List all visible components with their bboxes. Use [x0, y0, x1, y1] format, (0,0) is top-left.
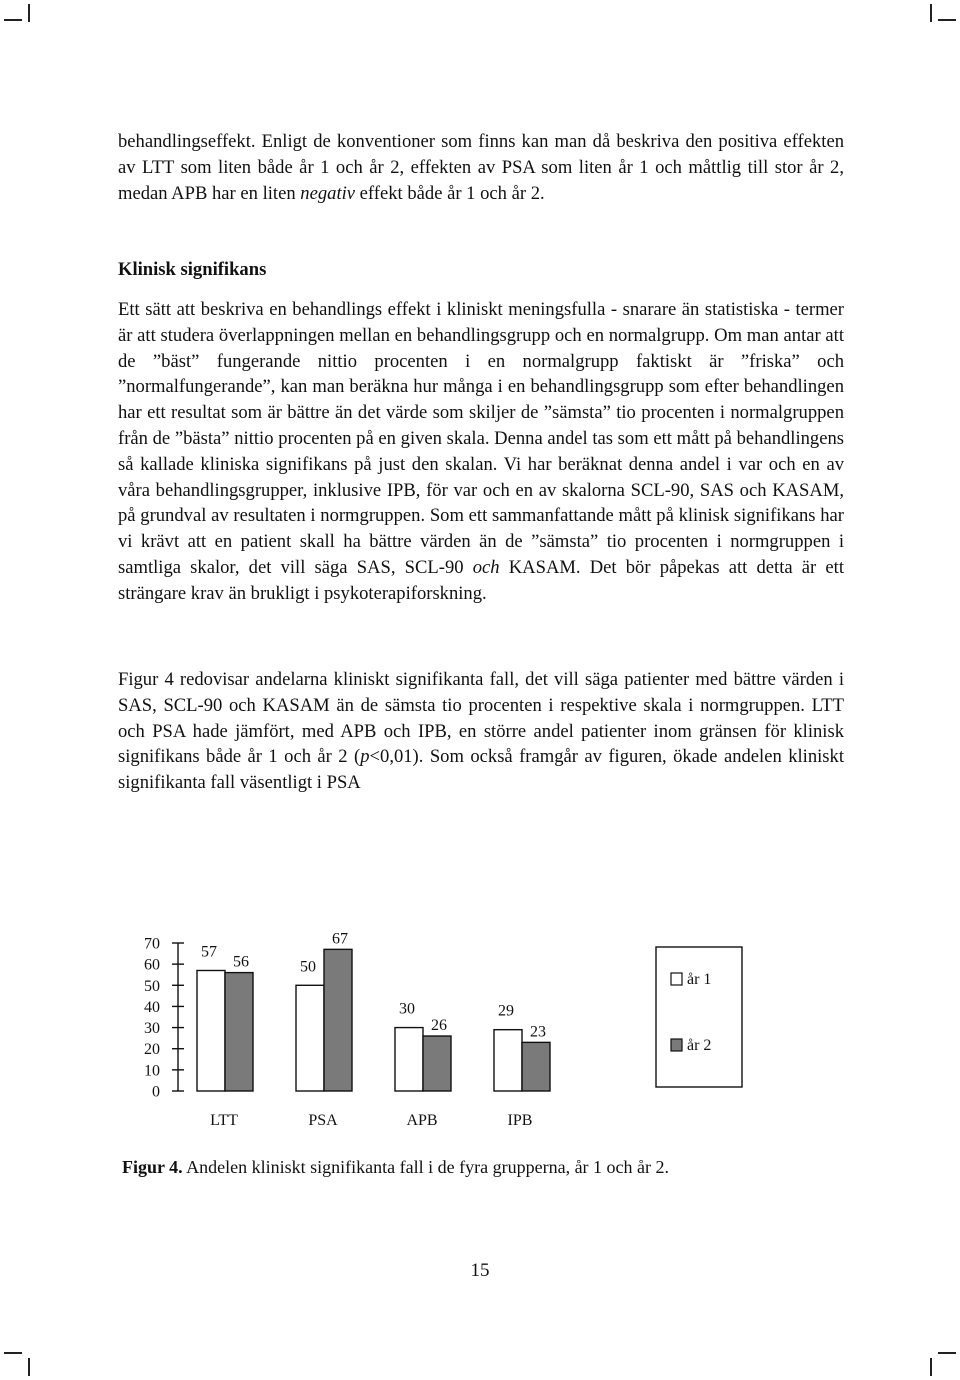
data-label: 67: [332, 930, 348, 948]
legend-label: år 2: [687, 1037, 712, 1054]
figure-caption: [122, 1157, 669, 1178]
bar-ipb-2: [522, 1042, 550, 1091]
bar-psa-1: [296, 985, 324, 1091]
section-heading: Klinisk signifikans: [118, 259, 267, 280]
para2-text-end: KASAM. Det bör påpekas att detta är ett strängare krav än brukligt i psykoterapiforskning.: [118, 556, 844, 604]
x-tick-label: APB: [406, 1112, 438, 1129]
para1-italic: negativ: [300, 182, 356, 204]
y-tick-label: 10: [144, 1062, 160, 1080]
caption-text: Andelen kliniskt signifikanta fall i de fyra grupperna, år 1 och år 2.: [182, 1157, 670, 1177]
page-number: 15: [470, 1260, 490, 1281]
x-tick-label: PSA: [308, 1112, 338, 1129]
y-tick-label: 50: [144, 977, 160, 995]
para3-italic: p: [360, 746, 370, 768]
data-label: 57: [201, 943, 217, 961]
y-tick-label: 0: [152, 1083, 160, 1101]
data-label: 26: [431, 1017, 447, 1035]
data-label: 23: [530, 1023, 546, 1041]
bar-ltt-2: [225, 973, 253, 1091]
y-tick-label: 60: [144, 956, 160, 974]
y-tick-label: 70: [144, 935, 160, 953]
data-label: 56: [233, 953, 249, 971]
x-tick-label: LTT: [210, 1112, 238, 1129]
legend-swatch: [671, 973, 682, 985]
para2-italic: och: [472, 556, 500, 578]
bar-apb-1: [395, 1028, 423, 1091]
x-tick-label: IPB: [507, 1112, 533, 1129]
legend-box: [656, 947, 742, 1087]
y-tick-label: 20: [144, 1041, 160, 1059]
para3-text: Figur 4 redovisar andelarna kliniskt signifikanta fall, det vill säga patienter med bättre värden i SAS, SCL-90 och KASAM än de sämsta tio procenten i respektive skala i normgruppen. LTT och PSA hade jämfört, med APB och IPB, en större andel patienter inom gränsen för klinisk signifikans både år 1 och år 2 (: [118, 669, 844, 768]
data-label: 30: [399, 1000, 415, 1018]
para1-text-end: effekt både år 1 och år 2.: [355, 182, 545, 204]
caption-label: Figur 4.: [122, 1157, 183, 1177]
bar-ltt-1: [197, 970, 225, 1091]
para2-text: Ett sätt att beskriva en behandlings effekt i kliniskt meningsfulla - snarare än statistiska - termer är att studera överlappningen mellan en behandlingsgrupp och en normalgrupp. Om man antar att de ”bäst” fungerande nittio procenten i en normalgrupp faktiskt är ”friska” och ”normalfungerande”, kan man beräkna hur många i en behandlingsgrupp som efter behandlingen har ett resultat som är bättre än det värde som skiljer de ”sämsta” tio procenten i normalgruppen från de ”bästa” nittio procenten på en given skala. Denna andel tas som ett mått på behandlingens så kallade kliniska signifikans på just den skalan. Vi har beräknat denna andel i var och en av våra behandlingsgrupper, inklusive IPB, för var och en av skalorna SCL-90, SAS och KASAM, på grundval av resultaten i normgruppen. Som ett sammanfattande mått på klinisk signifikans har vi krävt att en patient skall ha bättre värden än de ”sämsta” tio procenten i normgruppen i samtliga skalor, det vill säga SAS, SCL-90: [118, 299, 844, 578]
legend-swatch: [671, 1039, 682, 1051]
data-label: 29: [498, 1002, 514, 1020]
y-tick-label: 30: [144, 1020, 160, 1038]
bar-apb-2: [423, 1036, 451, 1091]
y-tick-label: 40: [144, 998, 160, 1016]
bar-psa-2: [324, 949, 352, 1091]
para1-text: behandlingseffekt. Enligt de konventioner som finns kan man då beskriva den positiva effekten av LTT som liten både år 1 och år 2, effekten av PSA som liten år 1 och måttlig till stor år 2, medan APB har en liten: [118, 131, 844, 204]
legend-label: år 1: [687, 971, 712, 988]
para3-text-end: <0,01). Som också framgår av figuren, ökade andelen kliniskt signifikanta fall väsentligt i PSA: [118, 746, 844, 794]
data-label: 50: [300, 958, 316, 976]
bar-ipb-1: [494, 1030, 522, 1091]
